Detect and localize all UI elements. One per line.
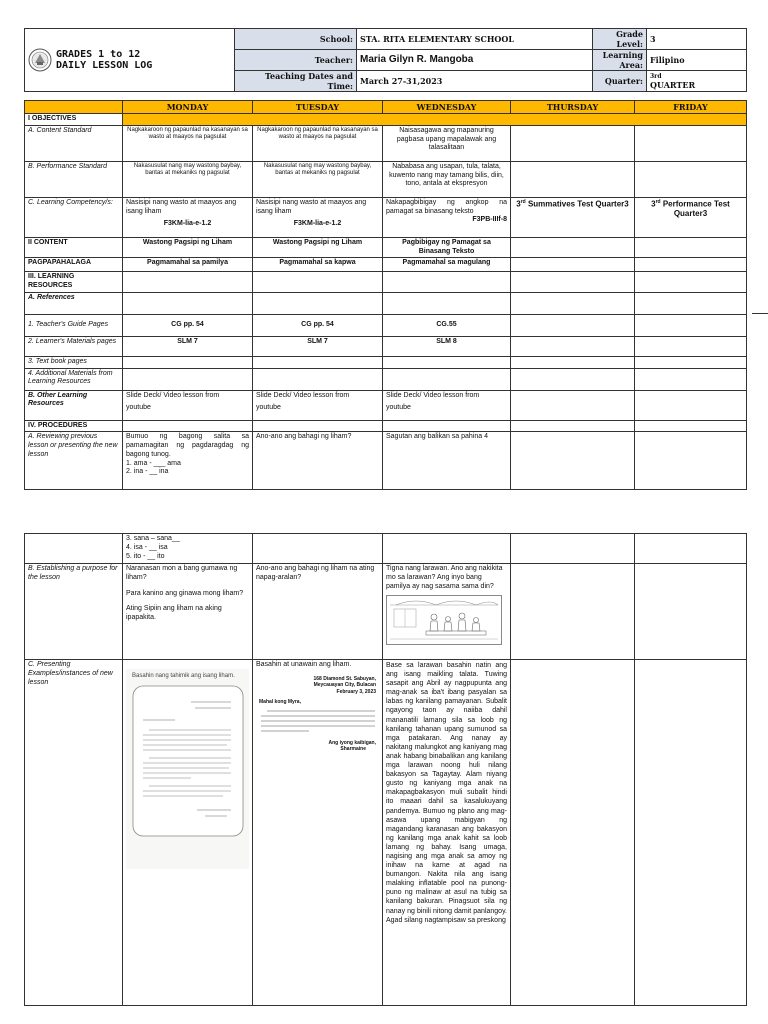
letter-tue-address: 168 Diamond St. Sabuyan, Meycauayan City, Bulacan February 3, 2023 bbox=[313, 675, 376, 695]
review-thu bbox=[511, 432, 635, 490]
title-cell bbox=[25, 29, 235, 92]
procedures-label: IV. PROCEDURES bbox=[25, 420, 123, 432]
content-standard-tue: Nagkakaroon ng papaunlad na kasanayan sa wasto at maayos na pagsulat bbox=[253, 125, 383, 161]
summative-fri bbox=[635, 197, 747, 237]
day-tuesday: TUESDAY bbox=[253, 101, 383, 114]
grade-label: Grade Level: bbox=[593, 29, 647, 50]
tg-tue: CG pp. 54 bbox=[253, 314, 383, 336]
competency-tue-text: Nasisipi nang wasto at maayos ang isang liham bbox=[256, 198, 367, 215]
resources-label: III. LEARNING RESOURCES bbox=[25, 272, 123, 293]
lm-tue: SLM 7 bbox=[253, 336, 383, 356]
lm-label: 2. Learner's Materials pages bbox=[25, 336, 123, 356]
quarter-sup: 3rd bbox=[650, 73, 662, 80]
summative-fri-text: Performance Test Quarter3 bbox=[662, 199, 730, 219]
performance-standard-fri bbox=[635, 161, 747, 197]
letter-mon-caption: Basahin nang tahimik ang isang liham. bbox=[132, 673, 235, 679]
presenting-thu bbox=[511, 660, 635, 1006]
presenting-tue-text: Basahin at unawain ang liham. bbox=[256, 661, 352, 668]
summative-thu-text: Summatives Test Quarter3 bbox=[527, 199, 629, 209]
review-mon-item-2: 2. ina - __ ina bbox=[126, 468, 169, 476]
summative-thu bbox=[511, 197, 635, 237]
objectives-label: I OBJECTIVES bbox=[25, 114, 123, 126]
purpose-wed bbox=[383, 564, 511, 660]
other-mon-line2: youtube bbox=[126, 404, 151, 412]
competency-mon-code: F3KM-lia-e-1.2 bbox=[163, 220, 212, 228]
competency-wed bbox=[383, 197, 511, 237]
performance-standard-mon: Nakasusulat nang may wastong baybay, bantas at mekaniks ng pagsulat bbox=[123, 161, 253, 197]
review-tue: Ano-ano ang bahagi ng liham? bbox=[253, 432, 383, 490]
area-label: Learning Area: bbox=[593, 50, 647, 71]
cont-item-3: 3. sana – sana__ bbox=[126, 535, 180, 542]
values-fri bbox=[635, 258, 747, 272]
performance-standard-tue: Nakasusulat nang may wastong baybay, bantas at mekaniks ng pagsulat bbox=[253, 161, 383, 197]
competency-label: C. Learning Competency/s: bbox=[25, 197, 123, 237]
content-standard-thu bbox=[511, 125, 635, 161]
lesson-log-page-1 bbox=[24, 28, 746, 490]
purpose-wed-text: Tigna nang larawan. Ano ang nakikita mo sa larawan? Ang inyo bang pamilya ay nag sasama sama din? bbox=[386, 565, 503, 590]
area-value: Filipino bbox=[647, 50, 747, 71]
purpose-label: B. Establishing a purpose for the lesson bbox=[25, 564, 123, 660]
school-label: School: bbox=[235, 29, 357, 50]
family-picture bbox=[386, 595, 502, 645]
objectives-bar bbox=[123, 114, 747, 126]
cont-item-4: 4. isa - __ isa bbox=[126, 543, 168, 551]
performance-standard-label: B. Performance Standard bbox=[25, 161, 123, 197]
performance-standard-wed: Nababasa ang usapan, tula, talata, kuwento nang may tamang bilis, diin, tono, antala at ekspresyon bbox=[383, 161, 511, 197]
summative-thu-num: 3 bbox=[516, 199, 521, 209]
day-wednesday: WEDNESDAY bbox=[383, 101, 511, 114]
letter-image-tue bbox=[256, 674, 379, 755]
dates-label: Teaching Dates and Time: bbox=[235, 71, 357, 92]
presenting-tue bbox=[253, 660, 383, 1006]
cont-label bbox=[25, 534, 123, 564]
competency-tue bbox=[253, 197, 383, 237]
day-monday: MONDAY bbox=[123, 101, 253, 114]
header-table bbox=[24, 28, 747, 92]
day-friday: FRIDAY bbox=[635, 101, 747, 114]
purpose-fri bbox=[635, 564, 747, 660]
purpose-thu bbox=[511, 564, 635, 660]
purpose-mon bbox=[123, 564, 253, 660]
values-tue: Pagmamahal sa kapwa bbox=[253, 258, 383, 272]
other-resources-wed bbox=[383, 390, 511, 420]
grade-value: 3 bbox=[647, 29, 747, 50]
tg-fri bbox=[635, 314, 747, 336]
values-wed: Pagmamahal sa magulang bbox=[383, 258, 511, 272]
tg-label: 1. Teacher's Guide Pages bbox=[25, 314, 123, 336]
letter-image-mon bbox=[126, 669, 249, 869]
teacher-label: Teacher: bbox=[235, 50, 357, 71]
other-wed-line2: youtube bbox=[386, 404, 411, 412]
summative-thu-sup: rd bbox=[520, 198, 526, 205]
letter-tue-body-lines bbox=[259, 708, 377, 738]
content-thu bbox=[511, 237, 635, 258]
presenting-wed: Base sa larawan basahin natin ang ang isang maikling talata. Tuwing sasapit ang Abril ay nagpupunta ang mag-anak sa iba't ibang pasyalan sa labas ng kanilang pamayanan. Subalit ngayong taon ay naiiba dahil mananatili lamang sila sa loob ng kanilang tahanan upang sumunod sa mga patakaran. Ang nanay ay nakitang malungkot ang kaniyang mag anak habang binabalikan ang kanilang mga larawan noong huli nilang bakasyon sa Tagaytay. Alam niyang gusto ng kaniyang mga anak na makapagbakasyon muli subalit hindi ito maaari dahil sa kasalukuyang pandemya. Bumuo ng plano ang mag-asawa upang mabigyan ng magandang karanasan ang bakasyon ng kanilang mga anak kahit sa loob lamang ng bahay. Isang umaga, nagising ang mga anak sa amoy ng inihaw na karne at agad na bumangon. Nakita nila ang isang malaking inflatable pool na punong-puno ng malinaw at asul na tubig sa kanilang bakuran. Pinagsuot sila ng nanay ng binili nitong damit panlangoy. Agad silang nagtampisaw sa preskong bbox=[383, 660, 511, 1006]
corner-cell bbox=[25, 101, 123, 114]
content-standard-label: A. Content Standard bbox=[25, 125, 123, 161]
tg-wed: CG.55 bbox=[383, 314, 511, 336]
competency-tue-code: F3KM-lia-e-1.2 bbox=[293, 220, 342, 228]
review-label: A. Reviewing previous lesson or presenting the new lesson bbox=[25, 432, 123, 490]
competency-wed-text: Nakapagbibigay ng angkop na pamagat sa binasang teksto bbox=[386, 198, 507, 215]
dates-value: March 27-31,2023 bbox=[357, 71, 593, 92]
deped-seal-icon bbox=[28, 48, 52, 72]
purpose-mon-3: Ating Sipiin ang liham na aking ipapakita. bbox=[126, 605, 222, 621]
competency-mon-text: Nasisipi nang wasto at maayos ang isang liham bbox=[126, 198, 237, 215]
tg-mon: CG pp. 54 bbox=[123, 314, 253, 336]
purpose-tue: Ano-ano ang bahagi ng liham na ating napag-aralan? bbox=[253, 564, 383, 660]
cont-item-5: 5. ito - __ ito bbox=[126, 552, 165, 560]
competency-mon bbox=[123, 197, 253, 237]
review-wed: Sagutan ang balikan sa pahina 4 bbox=[383, 432, 511, 490]
references-label: A. References bbox=[25, 292, 123, 314]
summative-fri-sup: rd bbox=[655, 198, 661, 205]
review-mon bbox=[123, 432, 253, 490]
other-resources-tue bbox=[253, 390, 383, 420]
margin-line bbox=[752, 313, 768, 314]
other-tue-line2: youtube bbox=[256, 404, 281, 412]
lesson-log-page-2 bbox=[24, 533, 746, 1006]
additional-materials-label: 4. Additional Materials from Learning Resources bbox=[25, 368, 123, 390]
day-thursday: THURSDAY bbox=[511, 101, 635, 114]
presenting-fri bbox=[635, 660, 747, 1006]
letter-mon-drawing bbox=[131, 684, 245, 844]
other-tue-line1: Slide Deck/ Video lesson from bbox=[256, 391, 350, 399]
letter-tue-greeting: Mahal kong Myra, bbox=[259, 699, 301, 706]
values-mon: Pagmamahal sa pamilya bbox=[123, 258, 253, 272]
teacher-value: Maria Gilyn R. Mangoba bbox=[357, 50, 593, 71]
quarter-text: QUARTER bbox=[650, 80, 696, 90]
letter-tue-name: Sharmaine bbox=[340, 746, 366, 753]
letter-tue-closing: Ang iyong kaibigan, bbox=[328, 739, 376, 746]
purpose-mon-1: Naranasan mon a bang gumawa ng liham? bbox=[126, 565, 238, 581]
other-resources-label: B. Other Learning Resources bbox=[25, 390, 123, 420]
performance-standard-thu bbox=[511, 161, 635, 197]
school-value: STA. RITA ELEMENTARY SCHOOL bbox=[357, 29, 593, 50]
content-mon: Wastong Pagsipi ng Liham bbox=[123, 237, 253, 258]
other-wed-line1: Slide Deck/ Video lesson from bbox=[386, 391, 480, 399]
other-resources-fri bbox=[635, 390, 747, 420]
values-thu bbox=[511, 258, 635, 272]
quarter-value bbox=[647, 71, 747, 92]
lm-thu bbox=[511, 336, 635, 356]
purpose-mon-2: Para kanino ang ginawa mong liham? bbox=[126, 589, 244, 597]
values-label: PAGPAPAHALAGA bbox=[25, 258, 123, 272]
content-standard-mon: Nagkakaroon ng papaunlad na kasanayan sa wasto at maayos na pagsulat bbox=[123, 125, 253, 161]
title-line-1: GRADES 1 to 12 bbox=[56, 49, 141, 60]
lesson-table-continued bbox=[24, 533, 747, 1006]
lesson-table bbox=[24, 100, 747, 490]
other-resources-thu bbox=[511, 390, 635, 420]
lm-fri bbox=[635, 336, 747, 356]
textbook-label: 3. Text book pages bbox=[25, 356, 123, 368]
content-label: II CONTENT bbox=[25, 237, 123, 258]
presenting-mon bbox=[123, 660, 253, 1006]
review-mon-text: Bumuo ng bagong salita sa pamamagitan ng pagdaragdag ng bagong tunog. bbox=[126, 433, 249, 458]
review-fri bbox=[635, 432, 747, 490]
other-resources-mon bbox=[123, 390, 253, 420]
cont-mon bbox=[123, 534, 253, 564]
content-tue: Wastong Pagsipi ng Liham bbox=[253, 237, 383, 258]
summative-fri-num: 3 bbox=[651, 199, 656, 209]
competency-wed-code: F3PB-IIIf-8 bbox=[472, 216, 507, 224]
presenting-label: C. Presenting Examples/instances of new lesson bbox=[25, 660, 123, 1006]
lm-mon: SLM 7 bbox=[123, 336, 253, 356]
content-standard-wed: Naisasagawa ang mapanuring pagbasa upang mapalawak ang talasalitaan bbox=[383, 125, 511, 161]
title-line-2: DAILY LESSON LOG bbox=[56, 60, 153, 71]
other-mon-line1: Slide Deck/ Video lesson from bbox=[126, 391, 220, 399]
quarter-label: Quarter: bbox=[593, 71, 647, 92]
lm-wed: SLM 8 bbox=[383, 336, 511, 356]
review-mon-item-1: 1. ama - ___ ama bbox=[126, 459, 181, 467]
content-fri bbox=[635, 237, 747, 258]
tg-thu bbox=[511, 314, 635, 336]
content-standard-fri bbox=[635, 125, 747, 161]
content-wed: Pagbibigay ng Pamagat sa Binasang Teksto bbox=[383, 237, 511, 258]
